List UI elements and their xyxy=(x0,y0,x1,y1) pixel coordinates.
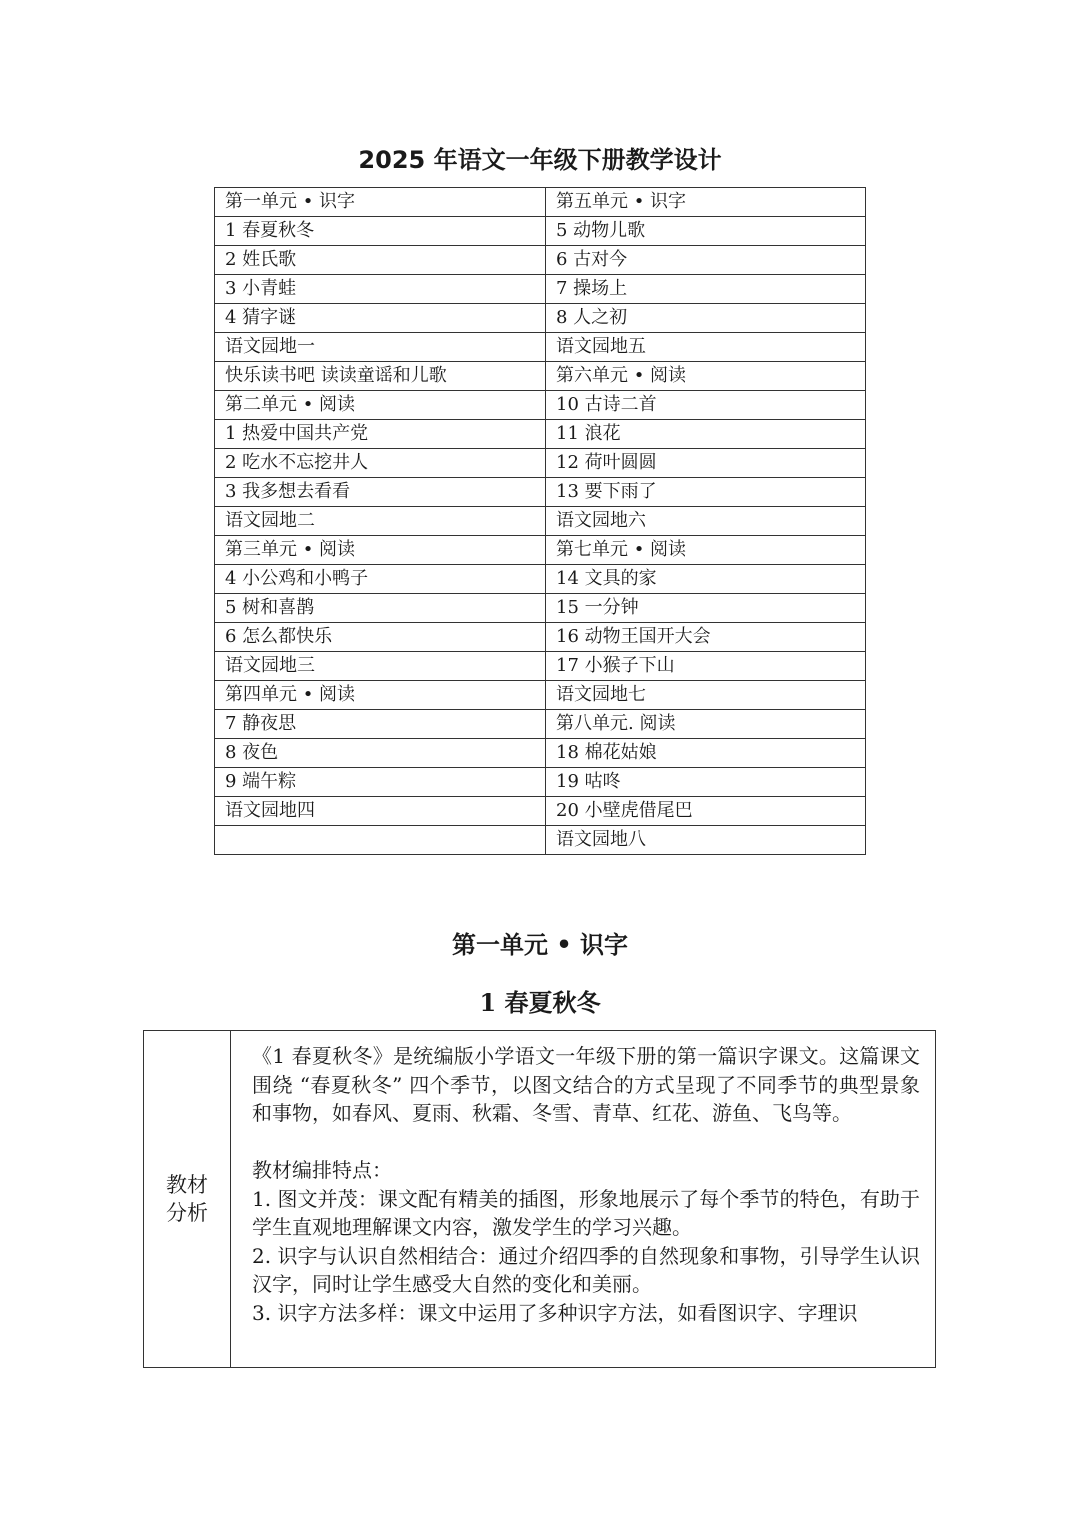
feature-item: 1. 图文并茂：课文配有精美的插图，形象地展示了每个季节的特色，有助于学生直观地理解课文内容，激发学生的学习兴趣。 xyxy=(252,1186,920,1239)
table-of-contents xyxy=(214,187,866,855)
toc-cell-right: 第六单元 • 阅读 xyxy=(546,362,866,391)
table-row xyxy=(215,449,866,478)
table-row xyxy=(215,188,866,217)
toc-cell-right: 13 要下雨了 xyxy=(546,478,866,507)
analysis-label: 教材分析 xyxy=(166,1173,208,1225)
toc-cell-left: 语文园地三 xyxy=(215,652,546,681)
table-row xyxy=(215,594,866,623)
toc-cell-right: 18 棉花姑娘 xyxy=(546,739,866,768)
table-row xyxy=(215,391,866,420)
toc-cell-left: 3 我多想去看看 xyxy=(215,478,546,507)
document-title: 2025 年语文一年级下册教学设计 xyxy=(358,146,722,174)
toc-cell-right: 第五单元 • 识字 xyxy=(546,188,866,217)
table-row xyxy=(215,478,866,507)
table-row xyxy=(215,652,866,681)
table-row xyxy=(215,768,866,797)
toc-cell-left: 第一单元 • 识字 xyxy=(215,188,546,217)
toc-cell-left: 4 猜字谜 xyxy=(215,304,546,333)
toc-cell-left: 语文园地二 xyxy=(215,507,546,536)
toc-cell-left: 2 吃水不忘挖井人 xyxy=(215,449,546,478)
toc-cell-left: 6 怎么都快乐 xyxy=(215,623,546,652)
toc-cell-left xyxy=(215,826,546,855)
table-row xyxy=(215,507,866,536)
analysis-intro: 《1 春夏秋冬》是统编版小学语文一年级下册的第一篇识字课文。这篇课文围绕 “春夏秋冬” 四个季节，以图文结合的方式呈现了不同季节的典型景象和事物，如春风、夏雨、秋霜、冬雪、青草、红花、游鱼、飞鸟等。 xyxy=(252,1044,920,1125)
toc-cell-right: 17 小猴子下山 xyxy=(546,652,866,681)
toc-cell-right: 15 一分钟 xyxy=(546,594,866,623)
toc-cell-right: 6 古对今 xyxy=(546,246,866,275)
toc-cell-left: 1 春夏秋冬 xyxy=(215,217,546,246)
toc-cell-right: 5 动物儿歌 xyxy=(546,217,866,246)
toc-cell-left: 快乐读书吧 读读童谣和儿歌 xyxy=(215,362,546,391)
table-row xyxy=(215,797,866,826)
toc-cell-right: 语文园地六 xyxy=(546,507,866,536)
table-row xyxy=(215,333,866,362)
toc-cell-left: 1 热爱中国共产党 xyxy=(215,420,546,449)
table-row xyxy=(215,246,866,275)
toc-cell-left: 2 姓氏歌 xyxy=(215,246,546,275)
toc-cell-right: 语文园地八 xyxy=(546,826,866,855)
table-row xyxy=(215,565,866,594)
table-row xyxy=(215,623,866,652)
feature-item: 3. 识字方法多样：课文中运用了多种识字方法，如看图识字、字理识 xyxy=(252,1300,858,1325)
feature-item: 2. 识字与认识自然相结合：通过介绍四季的自然现象和事物，引导学生认识汉字，同时让学生感受大自然的变化和美丽。 xyxy=(252,1243,920,1296)
toc-cell-left: 第四单元 • 阅读 xyxy=(215,681,546,710)
toc-cell-right: 19 咕咚 xyxy=(546,768,866,797)
toc-cell-right: 16 动物王国开大会 xyxy=(546,623,866,652)
toc-cell-left: 9 端午粽 xyxy=(215,768,546,797)
toc-cell-right: 第七单元 • 阅读 xyxy=(546,536,866,565)
analysis-content-cell xyxy=(252,1042,920,1327)
toc-cell-left: 语文园地一 xyxy=(215,333,546,362)
toc-cell-right: 7 操场上 xyxy=(546,275,866,304)
table-row xyxy=(215,710,866,739)
unit-title: 第一单元 • 识字 xyxy=(451,930,629,959)
toc-cell-left: 语文园地四 xyxy=(215,797,546,826)
toc-cell-right: 语文园地七 xyxy=(546,681,866,710)
toc-cell-left: 8 夜色 xyxy=(215,739,546,768)
table-row xyxy=(215,826,866,855)
toc-cell-left: 5 树和喜鹊 xyxy=(215,594,546,623)
table-row xyxy=(215,217,866,246)
toc-body xyxy=(215,188,866,855)
features-heading: 教材编排特点： xyxy=(252,1158,392,1182)
toc-cell-right: 14 文具的家 xyxy=(546,565,866,594)
table-row xyxy=(215,275,866,304)
table-row xyxy=(215,304,866,333)
toc-cell-left: 4 小公鸡和小鸭子 xyxy=(215,565,546,594)
toc-cell-right: 20 小壁虎借尾巴 xyxy=(546,797,866,826)
table-row xyxy=(215,536,866,565)
paragraph-gap xyxy=(252,1128,920,1157)
toc-cell-right: 8 人之初 xyxy=(546,304,866,333)
toc-cell-right: 12 荷叶圆圆 xyxy=(546,449,866,478)
toc-cell-left: 3 小青蛙 xyxy=(215,275,546,304)
toc-cell-right: 语文园地五 xyxy=(546,333,866,362)
toc-cell-right: 第八单元. 阅读 xyxy=(546,710,866,739)
analysis-label-cell xyxy=(144,1031,231,1367)
table-row xyxy=(215,681,866,710)
lesson-title: 1 春夏秋冬 xyxy=(479,988,601,1017)
table-row xyxy=(215,362,866,391)
toc-cell-left: 第三单元 • 阅读 xyxy=(215,536,546,565)
table-row xyxy=(215,420,866,449)
table-row xyxy=(215,739,866,768)
toc-cell-left: 第二单元 • 阅读 xyxy=(215,391,546,420)
toc-cell-left: 7 静夜思 xyxy=(215,710,546,739)
textbook-analysis-table xyxy=(143,1030,936,1368)
toc-cell-right: 11 浪花 xyxy=(546,420,866,449)
toc-cell-right: 10 古诗二首 xyxy=(546,391,866,420)
